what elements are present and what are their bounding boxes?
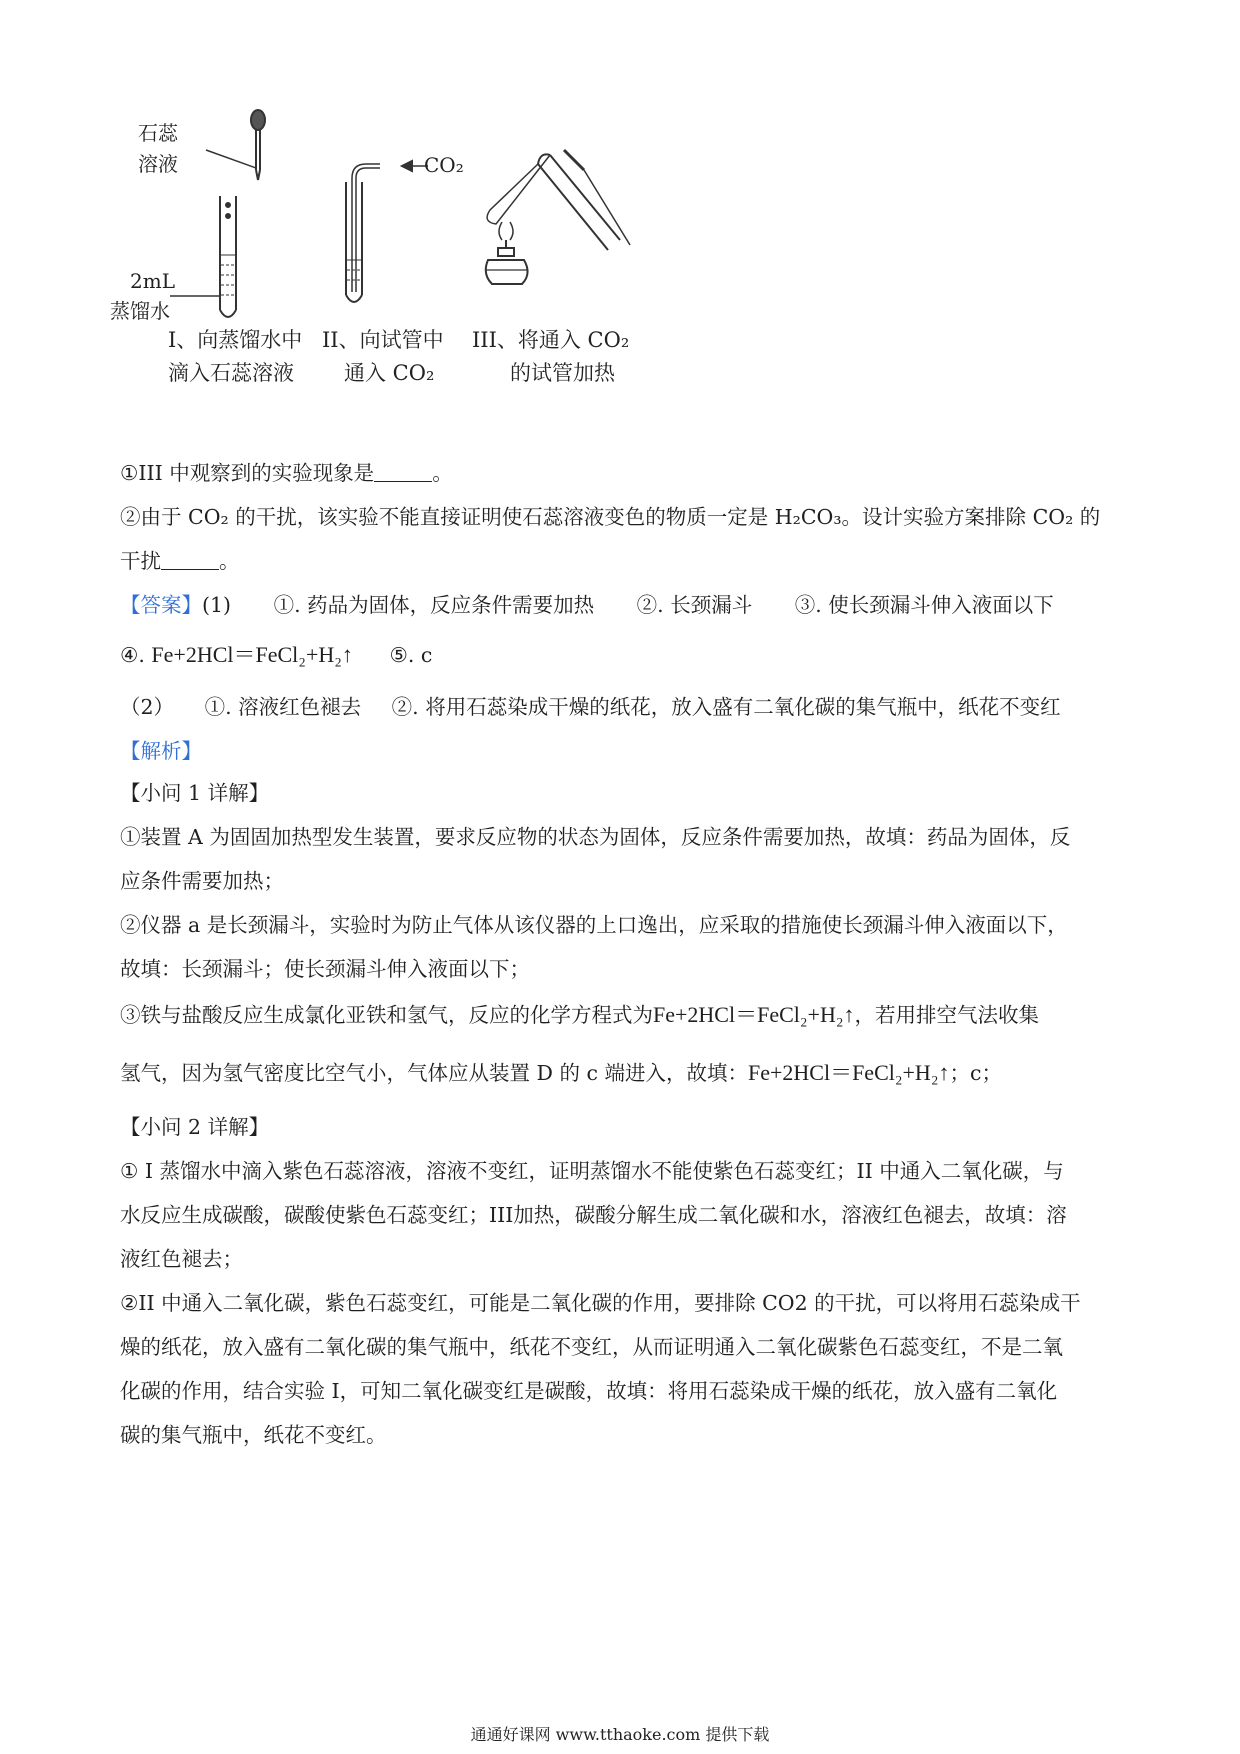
experiment-figure xyxy=(110,100,730,430)
analysis-p3b-text-b: ；c； xyxy=(949,1061,1002,1085)
answer-3: ③. 使长颈漏斗伸入液面以下 xyxy=(794,593,1054,617)
analysis-p5-line2: 燥的纸花，放入盛有二氧化碳的集气瓶中，纸花不变红，从而证明通入二氧化碳紫色石蕊变红，不是二氧 xyxy=(120,1335,1063,1359)
question-2-text: 干扰 xyxy=(120,549,161,573)
test-tube-2-icon xyxy=(346,164,380,302)
analysis-p4-line3: 液红色褪去； xyxy=(120,1247,243,1271)
analysis-p2-line2: 故填：长颈漏斗；使长颈漏斗伸入液面以下； xyxy=(120,957,530,981)
question-2-end: 。 xyxy=(219,549,240,573)
answer-part2: （2） xyxy=(120,695,175,719)
page-footer: 通通好课网 www.tthaoke.com 提供下载 xyxy=(470,1725,770,1744)
analysis-p3-line2 xyxy=(120,1056,1002,1087)
analysis-p3-line1 xyxy=(120,998,1039,1029)
question-2-line2 xyxy=(120,544,240,574)
question-1 xyxy=(120,456,453,486)
analysis-p4-line1: ① I 蒸馏水中滴入紫色石蕊溶液，溶液不变红，证明蒸馏水不能使紫色石蕊变红；II 中通入二氧化碳，与 xyxy=(120,1159,1064,1183)
analysis-tag: 【解析】 xyxy=(120,739,202,763)
caption-1-line2: 滴入石蕊溶液 xyxy=(168,361,294,385)
label-co2-inlet: CO₂ xyxy=(424,153,464,177)
analysis-p5-line3: 化碳的作用，结合实验 I，可知二氧化碳变红是碳酸，故填：将用石蕊染成干燥的纸花，放入盛有二氧化 xyxy=(120,1379,1058,1403)
subquestion-2-title: 【小问 2 详解】 xyxy=(120,1115,270,1139)
answer-1: ①. 药品为固体，反应条件需要加热 xyxy=(273,593,595,617)
analysis-p3b-text-a: 氢气，因为氢气密度比空气小，气体应从装置 D 的 c 端进入，故填： xyxy=(120,1061,748,1085)
analysis-p2-line1: ②仪器 a 是长颈漏斗，实验时为防止气体从该仪器的上口逸出，应采取的措施使长颈漏斗伸入液面以下， xyxy=(120,913,1068,937)
analysis-p1-line2: 应条件需要加热； xyxy=(120,869,284,893)
answer-b1: ①. 溶液红色褪去 xyxy=(204,695,362,719)
analysis-p5-line1: ②II 中通入二氧化碳，紫色石蕊变红，可能是二氧化碳的作用，要排除 CO2 的干扰，可以将用石蕊染成干 xyxy=(120,1291,1081,1315)
answer-line-2 xyxy=(120,638,432,669)
label-distilled-water: 蒸馏水 xyxy=(110,299,170,323)
analysis-p5-line4: 碳的集气瓶中，纸花不变红。 xyxy=(120,1423,387,1447)
answer-tag: 【答案】 xyxy=(120,593,202,617)
question-1-text: ①III 中观察到的实验现象是 xyxy=(120,461,375,485)
caption-2-line1: II、向试管中 xyxy=(322,328,444,352)
answer-blank xyxy=(374,463,432,482)
caption-3-line1: III、将通入 CO₂ xyxy=(472,328,630,352)
label-litmus xyxy=(138,118,178,180)
answer-4-equation: Fe+2HCl＝FeCl₂+H₂↑ xyxy=(151,642,353,667)
caption-experiment-3 xyxy=(472,324,629,390)
analysis-p3-equation: Fe+2HCl＝FeCl₂+H₂↑ xyxy=(653,1002,855,1027)
alcohol-burner-icon xyxy=(486,222,528,284)
subquestion-1-title: 【小问 1 详解】 xyxy=(120,781,270,805)
caption-2-line2: 通入 CO₂ xyxy=(344,361,435,385)
answer-line-1 xyxy=(120,588,1054,618)
label-litmus-line2: 溶液 xyxy=(138,152,178,176)
dropper-icon xyxy=(251,110,265,180)
answer-line-3 xyxy=(120,690,1061,720)
caption-3-line2: 的试管加热 xyxy=(510,361,615,385)
analysis-p1-line1: ①装置 A 为固固加热型发生装置，要求反应物的状态为固体，反应条件需要加热，故填：药品为固体，反 xyxy=(120,825,1071,849)
test-tube-1-icon xyxy=(220,196,236,317)
analysis-p3-text-a: ③铁与盐酸反应生成氯化亚铁和氢气，反应的化学方程式为 xyxy=(120,1003,653,1027)
label-litmus-line1: 石蕊 xyxy=(138,121,178,145)
label-volume: 2mL xyxy=(130,269,175,293)
answer-part1: (1) xyxy=(202,593,232,617)
caption-1-line1: I、向蒸馏水中 xyxy=(168,328,303,352)
analysis-p3b-equation: Fe+2HCl＝FeCl₂+H₂↑ xyxy=(747,1060,950,1085)
caption-experiment-1 xyxy=(168,324,302,390)
caption-experiment-2 xyxy=(322,324,444,390)
answer-b2: ②. 将用石蕊染成干燥的纸花，放入盛有二氧化碳的集气瓶中，纸花不变红 xyxy=(391,695,1061,719)
answer-blank xyxy=(161,551,219,570)
heated-tube-icon xyxy=(487,150,630,250)
question-2-line1: ②由于 CO₂ 的干扰，该实验不能直接证明使石蕊溶液变色的物质一定是 H₂CO₃。设计实验方案排除 CO₂ 的 xyxy=(120,505,1101,529)
answer-5: ⑤. c xyxy=(389,643,433,667)
analysis-p3-text-b: ，若用排空气法收集 xyxy=(854,1003,1040,1027)
analysis-p4-line2: 水反应生成碳酸，碳酸使紫色石蕊变红；III加热，碳酸分解生成二氧化碳和水，溶液红色褪去，故填：溶 xyxy=(120,1203,1067,1227)
answer-4-prefix: ④. xyxy=(120,643,152,667)
question-1-end: 。 xyxy=(432,461,453,485)
answer-2: ②. 长颈漏斗 xyxy=(636,593,753,617)
